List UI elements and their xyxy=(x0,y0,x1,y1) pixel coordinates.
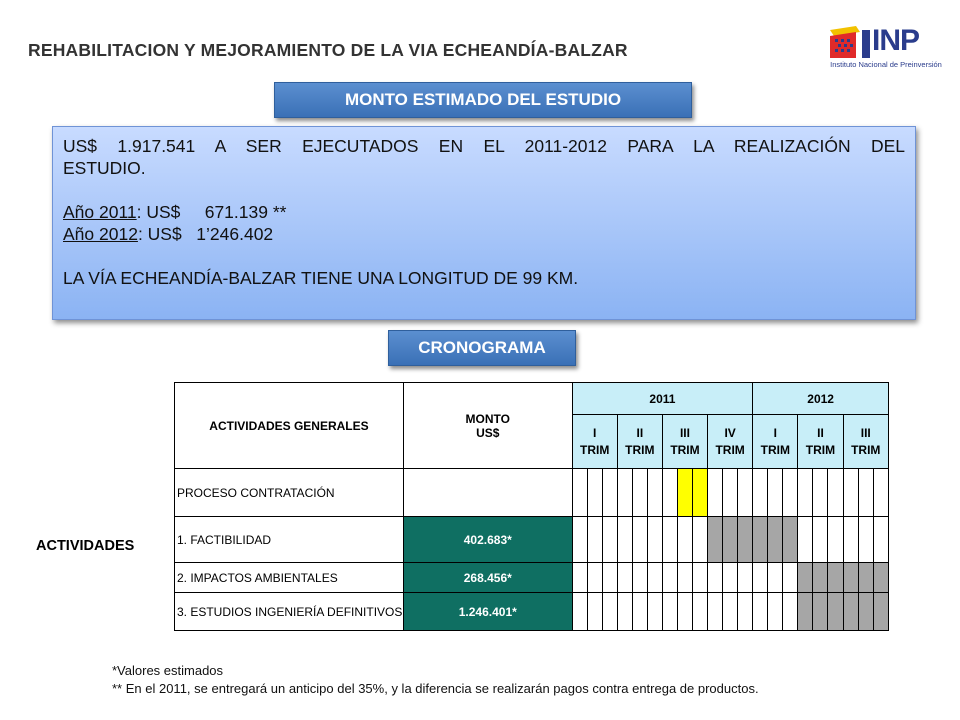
length-statement: LA VÍA ECHEANDÍA-BALZAR TIENE UNA LONGITUD DE 99 KM. xyxy=(63,268,579,288)
activity-name: PROCESO CONTRATACIÓN xyxy=(175,469,404,517)
schedule-cell xyxy=(798,563,813,593)
quarter-header xyxy=(708,415,753,469)
year-header-row xyxy=(175,383,889,415)
schedule-cell xyxy=(738,593,753,631)
schedule-cell xyxy=(708,593,723,631)
schedule-cell xyxy=(813,563,828,593)
schedule-cell xyxy=(798,517,813,563)
schedule-cell xyxy=(783,563,798,593)
actividades-side-label: ACTIVIDADES xyxy=(36,538,135,554)
schedule-cell xyxy=(617,563,632,593)
schedule-cell xyxy=(647,563,662,593)
schedule-cell xyxy=(602,593,617,631)
schedule-cell xyxy=(753,593,768,631)
schedule-cell xyxy=(587,469,602,517)
quarter-number: I xyxy=(773,425,777,440)
quarter-header xyxy=(662,415,707,469)
schedule-cell xyxy=(693,469,708,517)
schedule-cell xyxy=(572,593,587,631)
year-2011-label: Año 2011 xyxy=(63,202,137,222)
quarter-header xyxy=(798,415,843,469)
quarter-header xyxy=(843,415,888,469)
schedule-cell xyxy=(677,593,692,631)
table-row xyxy=(175,593,889,631)
monto-line-1: US$ 1.917.541 A SER EJECUTADOS EN EL 2011-2012 PARA LA REALIZACIÓN DEL xyxy=(63,136,905,156)
schedule-cell xyxy=(723,517,738,563)
year-2012-value: : US$ 1’246.402 xyxy=(137,224,274,244)
col-header-monto-line2: US$ xyxy=(476,425,500,440)
footnote-advance-payment: ** En el 2011, se entregará un anticipo del 35%, y la diferencia se realizarán pagos contra entrega de productos. xyxy=(112,681,759,696)
quarter-number: II xyxy=(817,425,824,440)
inp-logo-mark-icon xyxy=(826,24,872,60)
schedule-cell xyxy=(587,593,602,631)
quarter-number: II xyxy=(636,425,644,440)
schedule-cell xyxy=(858,517,873,563)
schedule-cell xyxy=(813,517,828,563)
col-header-monto xyxy=(403,383,572,469)
schedule-cell xyxy=(662,517,677,563)
cronograma-heading: CRONOGRAMA xyxy=(388,330,576,366)
activity-monto: 402.683* xyxy=(403,517,572,563)
activity-monto: 268.456* xyxy=(403,563,572,593)
schedule-cell xyxy=(738,469,753,517)
schedule-cell xyxy=(828,469,843,517)
schedule-cell xyxy=(828,563,843,593)
schedule-cell xyxy=(708,469,723,517)
schedule-cell xyxy=(753,469,768,517)
schedule-cell xyxy=(723,593,738,631)
schedule-cell xyxy=(677,517,692,563)
schedule-cell xyxy=(873,469,888,517)
monto-estimado-heading: MONTO ESTIMADO DEL ESTUDIO xyxy=(274,82,692,118)
schedule-cell xyxy=(813,469,828,517)
schedule-cell xyxy=(617,593,632,631)
schedule-cell xyxy=(873,563,888,593)
activity-name: 2. IMPACTOS AMBIENTALES xyxy=(175,563,404,593)
activity-name: 1. FACTIBILIDAD xyxy=(175,517,404,563)
schedule-cell xyxy=(768,517,783,563)
schedule-cell xyxy=(632,593,647,631)
table-row xyxy=(175,469,889,517)
schedule-cell xyxy=(693,593,708,631)
schedule-cell xyxy=(693,563,708,593)
year-2011-line xyxy=(63,201,905,223)
schedule-cell xyxy=(783,593,798,631)
schedule-cell xyxy=(572,469,587,517)
quarter-word: TRIM xyxy=(625,442,655,457)
quarter-word: TRIM xyxy=(670,442,700,457)
schedule-cell xyxy=(647,593,662,631)
schedule-cell xyxy=(677,469,692,517)
logo-subtitle: Instituto Nacional de Preinversión xyxy=(830,60,942,69)
schedule-cell xyxy=(783,469,798,517)
quarter-word: TRIM xyxy=(805,442,836,457)
monto-info-box xyxy=(52,126,916,320)
schedule-cell xyxy=(677,563,692,593)
schedule-cell xyxy=(843,469,858,517)
schedule-cell xyxy=(828,517,843,563)
schedule-cell xyxy=(753,517,768,563)
schedule-cell xyxy=(602,469,617,517)
year-2012-line xyxy=(63,223,905,245)
schedule-cell xyxy=(768,563,783,593)
quarter-number: I xyxy=(593,425,597,440)
schedule-cell xyxy=(617,469,632,517)
schedule-cell xyxy=(873,593,888,631)
schedule-cell xyxy=(768,469,783,517)
quarter-number: III xyxy=(860,425,871,440)
schedule-cell xyxy=(858,469,873,517)
monto-line-1b: ESTUDIO. xyxy=(63,158,146,178)
table-row xyxy=(175,517,889,563)
col-header-monto-line1: MONTO xyxy=(465,411,510,426)
schedule-cell xyxy=(843,517,858,563)
activity-monto: 1.246.401* xyxy=(403,593,572,631)
year-2012-label: Año 2012 xyxy=(63,224,138,244)
schedule-cell xyxy=(753,563,768,593)
table-row xyxy=(175,563,889,593)
schedule-cell xyxy=(632,517,647,563)
schedule-cell xyxy=(632,563,647,593)
schedule-cell xyxy=(587,517,602,563)
quarter-number: IV xyxy=(724,425,736,440)
schedule-cell xyxy=(572,517,587,563)
schedule-cell xyxy=(708,517,723,563)
schedule-cell xyxy=(708,563,723,593)
activity-name: 3. ESTUDIOS INGENIERÍA DEFINITIVOS xyxy=(175,593,404,631)
schedule-cell xyxy=(843,563,858,593)
year-header-2012: 2012 xyxy=(753,383,889,415)
schedule-cell xyxy=(738,517,753,563)
quarter-word: TRIM xyxy=(715,442,745,457)
schedule-cell xyxy=(858,593,873,631)
col-header-activities: ACTIVIDADES GENERALES xyxy=(175,383,404,469)
schedule-cell xyxy=(662,469,677,517)
schedule-cell xyxy=(858,563,873,593)
schedule-cell xyxy=(602,563,617,593)
footnote-estimated: *Valores estimados xyxy=(112,663,224,678)
schedule-cell xyxy=(768,593,783,631)
schedule-cell xyxy=(873,517,888,563)
schedule-cell xyxy=(587,563,602,593)
schedule-cell xyxy=(572,563,587,593)
schedule-cell xyxy=(843,593,858,631)
quarter-header xyxy=(572,415,617,469)
quarter-header xyxy=(753,415,798,469)
footnotes xyxy=(112,662,759,698)
schedule-table xyxy=(174,382,889,631)
schedule-cell xyxy=(723,469,738,517)
activity-monto xyxy=(403,469,572,517)
schedule-cell xyxy=(828,593,843,631)
schedule-cell xyxy=(647,517,662,563)
page-title: REHABILITACION Y MEJORAMIENTO DE LA VIA ECHEANDÍA-BALZAR xyxy=(28,40,628,60)
schedule-cell xyxy=(617,517,632,563)
quarter-header xyxy=(617,415,662,469)
schedule-cell xyxy=(798,469,813,517)
year-2011-value: : US$ 671.139 ** xyxy=(136,202,287,222)
schedule-cell xyxy=(693,517,708,563)
logo-text: INP xyxy=(872,24,920,57)
quarter-word: TRIM xyxy=(851,442,881,457)
inp-logo xyxy=(826,24,946,72)
quarter-number: III xyxy=(679,425,690,440)
quarter-word: TRIM xyxy=(580,442,610,457)
quarter-word: TRIM xyxy=(760,442,790,457)
schedule-cell xyxy=(632,469,647,517)
schedule-cell xyxy=(783,517,798,563)
schedule-cell xyxy=(813,593,828,631)
year-header-2011: 2011 xyxy=(572,383,753,415)
schedule-cell xyxy=(647,469,662,517)
schedule-cell xyxy=(798,593,813,631)
schedule-cell xyxy=(602,517,617,563)
schedule-cell xyxy=(738,563,753,593)
schedule-cell xyxy=(662,593,677,631)
schedule-cell xyxy=(723,563,738,593)
schedule-cell xyxy=(662,563,677,593)
